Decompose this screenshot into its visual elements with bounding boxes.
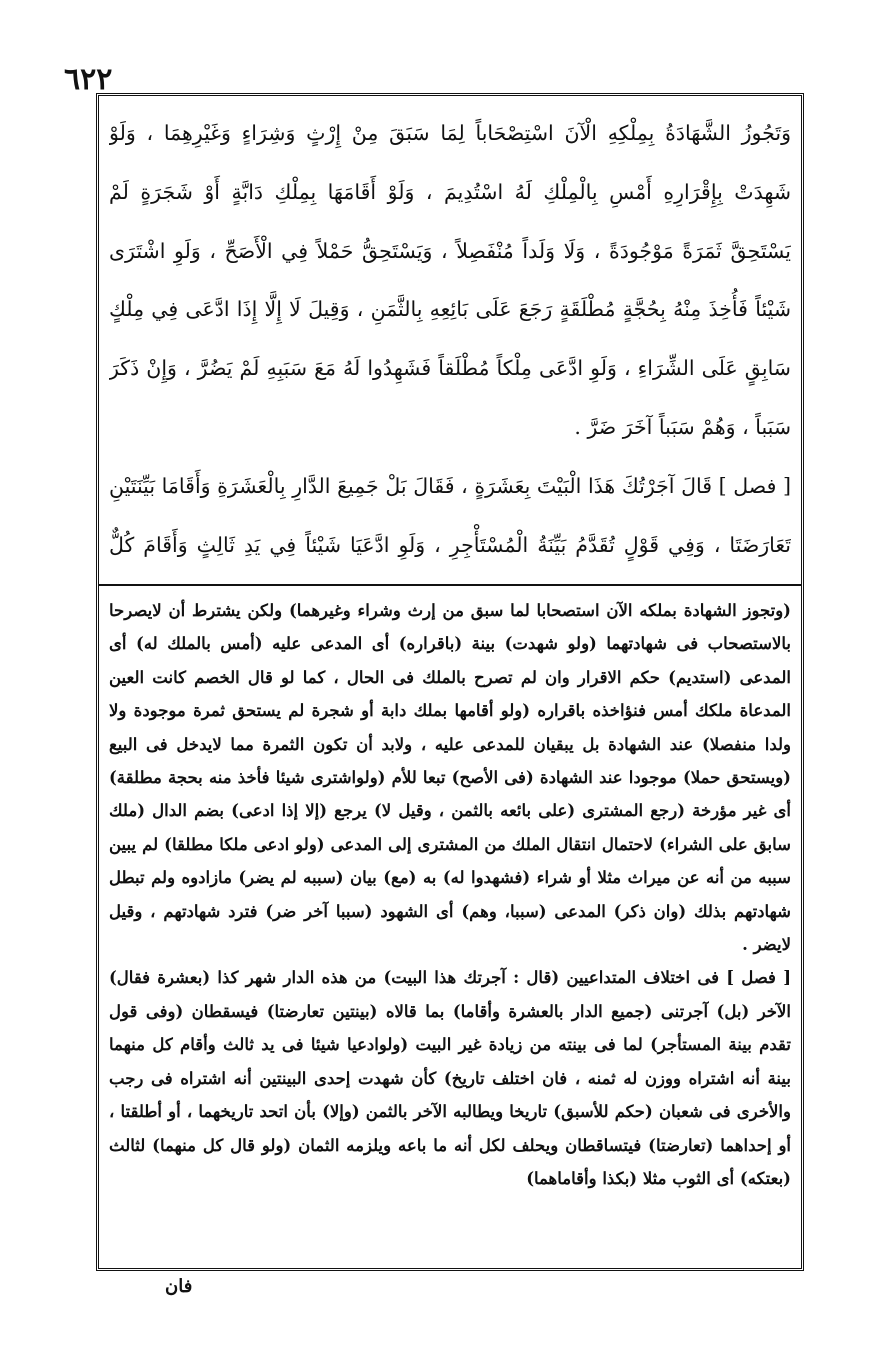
sharh-paragraph-1: (وتجوز الشهادة بملكه الآن استصحابا لما سبق من إرث وشراء وغيرهما) ولكن يشترط أن لايصرحا بالاستصحاب فى شهادتهما (ولو شهدت) بينة (باقراره) أى المدعى عليه (أمس بالملك له) أى المدعى (استديم) حكم الاقرار وان لم تصرح بالملك فى الحال ، كما لو قال الخصم كانت العين المدعاة ملكك أمس فنؤاخذه باقراره (ولو أقامها بملك دابة أو شجرة لم يستحق ثمرة موجودة ولا ولدا منفصلا) عند الشهادة بل يبقيان للمدعى عليه ، ولابد أن تكون الثمرة مما لايدخل فى البيع (ويستحق حملا) موجودا عند الشهادة (فى الأصح) تبعا للأم (ولواشترى شيئا فأخذ منه بحجة مطلقة) أى غير مؤرخة (رجع المشترى (على بائعه بالثمن ، وقيل لا) يرجع (إلا إذا ادعى) بضم الدال (ملك سابق على الشراء) لاحتمال انتقال الملك من المشترى إلى المدعى (ولو ادعى ملكا مطلقا) لم يبين سببه من أنه عن ميراث مثلا أو شراء (فشهدوا له) به (مع) بيان (سببه لم يضر) مازادوه ولم تبطل شهادتهم بذلك (وان ذكر) المدعى (سببا، وهم) أى الشهود (سببا آخر ضر) فترد شهادتهم ، وقيل لايضر . [109,601,791,955]
text-frame [96,93,804,1271]
sharh-section [109,594,791,1262]
sharh-paragraph-2: [ فصل ] فى اختلاف المتداعيين (قال : آجرتك هذا البيت) من هذه الدار شهر كذا (بعشرة فقال) الآخر (بل) آجرتنى (جميع الدار بالعشرة وأقاما) بما قالاه (بينتين تعارضتا) فيسقطان (وفى قول تقدم بينة المستأجر) لما فى بينته من زيادة غير البيت (ولوادعيا شيئا فى يد ثالث وأقام كل منهما بينة أنه اشتراه ووزن له ثمنه ، فان اختلف تاريخ) كأن شهدت إحدى البينتين أنه اشتراه فى رجب والأخرى فى شعبان (حكم للأسبق) تاريخا ويطالبه الآخر بالثمن (وإلا) بأن اتحد تاريخهما ، أو أطلقتا ، أو إحداهما (تعارضتا) فيتساقطان ويحلف لكل أنه ما باعه ويلزمه الثمان (ولو قال كل منهما) لثالث (بعتكه) أى الثوب مثلا (بكذا وأقاماهما) [109,968,791,1188]
page-number: ٦٢٢ [64,62,113,97]
matn-paragraph-2: [ فصل ] قَالَ آجَرْتُكَ هَذَا الْبَيْتَ بِعَشَرَةٍ ، فَقَالَ بَلْ جَمِيعَ الدَّارِ بِالْعَشَرَةِ وَأَقَامَا بَيِّنَتَيْنِ تَعَارَضَتَا ، وَفِي قَوْلٍ تُقَدَّمُ بَيِّنَةُ الْمُسْتَأْجِرِ ، وَلَوِ ادَّعَيَا شَيْئاً فِي يَدِ ثَالِثٍ وَأَقَامَ كُلٌّ [109,473,791,557]
matn-paragraph-1: وَتَجُوزُ الشَّهَادَةُ بِمِلْكِهِ الْآنَ اسْتِصْحَاباً لِمَا سَبَقَ مِنْ إِرْثٍ وَشِرَاءٍ وَغَيْرِهِمَا ، وَلَوْ شَهِدَتْ بِإِقْرَارِهِ أَمْسِ بِالْمِلْكِ لَهُ اسْتُدِيمَ ، وَلَوْ أَقَامَهَا بِمِلْكِ دَابَّةٍ أَوْ شَجَرَةٍ لَمْ يَسْتَحِقَّ ثَمَرَةً مَوْجُودَةً ، وَلَا وَلَداً مُنْفَصِلاً ، وَيَسْتَحِقُّ حَمْلاً فِي الْأَصَحِّ ، وَلَوِ اشْتَرَى شَيْئاً فَأُخِذَ مِنْهُ بِحُجَّةٍ مُطْلَقَةٍ رَجَعَ عَلَى بَائِعِهِ بِالثَّمَنِ ، وَقِيلَ لَا إِلَّا إِذَا ادَّعَى فِي مِلْكٍ سَابِقٍ عَلَى الشِّرَاءِ ، وَلَوِ ادَّعَى مِلْكاً مُطْلَقاً فَشَهِدُوا لَهُ مَعَ سَبَبِهِ لَمْ يَضُرَّ ، وَإِنْ ذَكَرَ سَبَباً ، وَهُمْ سَبَباً آخَرَ ضَرَّ . [109,121,791,439]
catchword: فان [165,1276,193,1297]
matn-section [109,104,791,582]
section-divider [99,584,801,586]
